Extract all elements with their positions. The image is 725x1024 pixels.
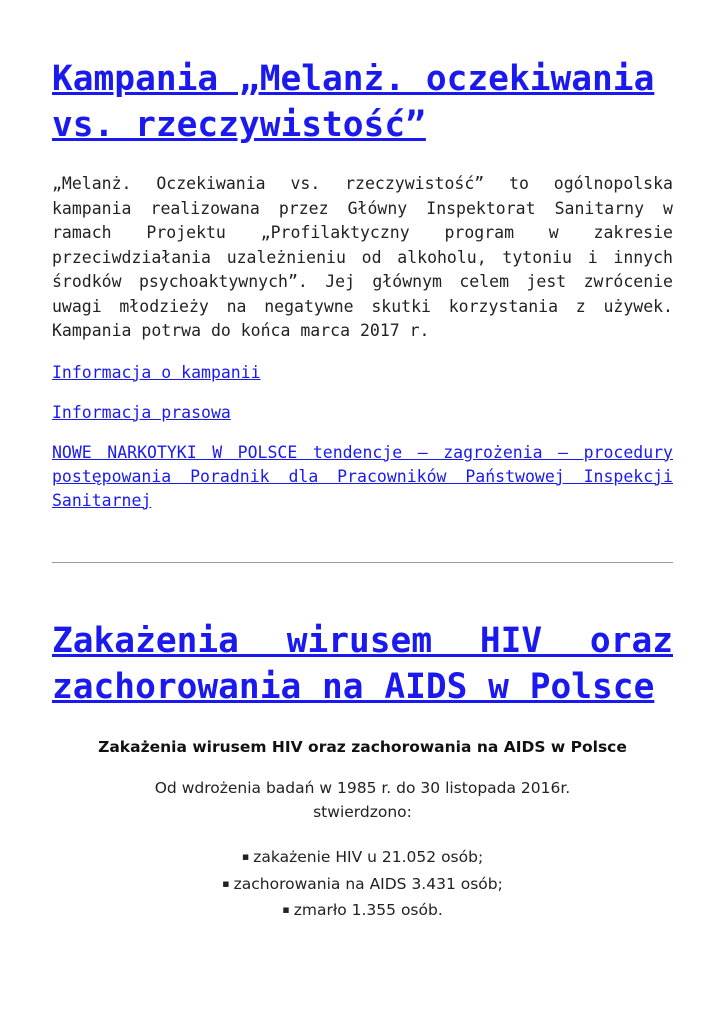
article-hiv — [52, 618, 673, 924]
article-links — [52, 361, 673, 513]
article-title — [52, 618, 673, 710]
link-press-release[interactable]: Informacja prasowa — [52, 402, 231, 422]
article-subheading: Zakażenia wirusem HIV oraz zachorowania na AIDS w Polsce — [98, 738, 627, 756]
intro-line-1: Od wdrożenia badań w 1985 r. do 30 listopada 2016r. — [154, 779, 571, 797]
link-campaign-info[interactable]: Informacja o kampanii — [52, 362, 261, 382]
article-title-link[interactable] — [52, 618, 673, 710]
article-intro — [52, 776, 673, 824]
article-separator — [52, 562, 673, 563]
article-title-link[interactable]: Kampania „Melanż. oczekiwania vs. rzeczywistość” — [52, 59, 655, 145]
title-line-1: Zakażenia wirusem HIV oraz — [52, 621, 673, 661]
title-line-2: zachorowania na AIDS w Polsce — [52, 667, 655, 707]
article-body: „Melanż. Oczekiwania vs. rzeczywistość” to ogólnopolska kampania realizowana przez Główny Inspektorat Sanitarny w ramach Projektu „Profilaktyczny program w zakresie przeciwdziałania uzależnieniu od alkoholu, tytoniu i innych środków psychoaktywnych”. Jej głównym celem jest zwrócenie uwagi młodzieży na negatywne skutki korzystania z używek. Kampania potrwa do końca marca 2017 r. — [52, 174, 673, 340]
list-item: ▪ zachorowania na AIDS 3.431 osób; — [52, 871, 673, 898]
article-melanz — [52, 56, 673, 529]
list-item: ▪ zmarło 1.355 osób. — [52, 897, 673, 924]
article-title — [52, 56, 673, 148]
link-new-drugs-guide[interactable]: NOWE NARKOTYKI W POLSCE tendencje – zagrożenia – procedury postępowania Poradnik dla Pracowników Państwowej Inspekcji Sanitarnej — [52, 442, 673, 510]
intro-line-2: stwierdzono: — [313, 803, 412, 821]
stats-list — [52, 844, 673, 924]
list-item: ▪ zakażenie HIV u 21.052 osób; — [52, 844, 673, 871]
